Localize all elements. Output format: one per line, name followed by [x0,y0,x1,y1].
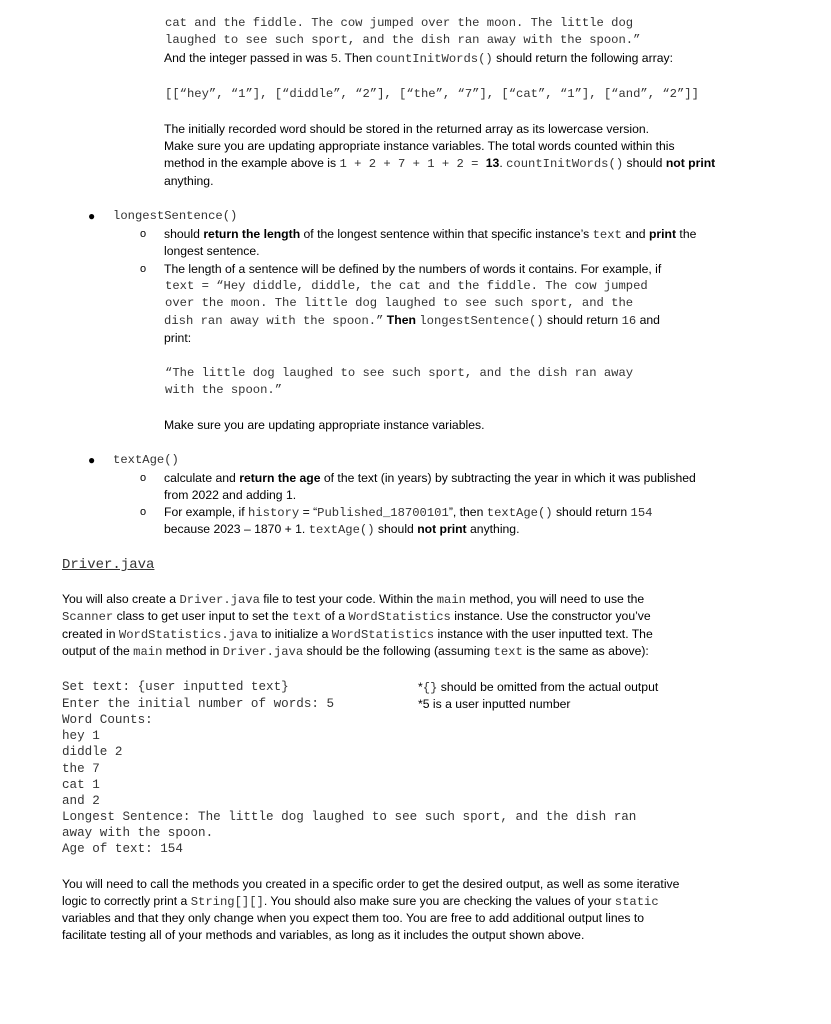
output-line: Longest Sentence: The little dog laughed to see such sport, and the dish ran [62,810,637,824]
description-line: print: [164,331,192,345]
note-line: method in the example above is 1 + 2 + 7 + 1 + 2 = 13. countInitWords() should not print [164,156,716,171]
paragraph-line: created in WordStatistics.java to initialize a WordStatistics instance with the user inputted text. The [62,627,653,642]
method-name: longestSentence() [113,209,238,223]
integer-sentence: And the integer passed in was 5. Then countInitWords() should return the following array: [164,51,673,66]
example-text-line: cat and the fiddle. The cow jumped over the moon. The little dog [165,16,634,30]
output-note: *{} should be omitted from the actual output [418,680,659,695]
paragraph-line: facilitate testing all of your methods and variables, as long as it includes the output shown above. [62,928,585,942]
note-line: anything. [164,174,214,188]
circle-bullet-icon: o [140,472,147,484]
paragraph-line: output of the main method in Driver.java should be the following (assuming text is the same as above): [62,644,649,659]
output-line: Set text: {user inputted text} [62,680,289,694]
output-line: diddle 2 [62,745,123,759]
output-note: *5 is a user inputted number [418,697,571,711]
paragraph-line: You will also create a Driver.java file to test your code. Within the main method, you will need to use the [62,592,645,607]
description-line: For example, if history = “Published_18700101”, then textAge() should return 154 [164,505,653,520]
description-line: text = “Hey diddle, diddle, the cat and the fiddle. The cow jumped [165,279,648,293]
output-line: Word Counts: [62,713,153,727]
bullet-icon: ● [88,209,96,223]
description-line: from 2022 and adding 1. [164,488,297,502]
description-line: over the moon. The little dog laughed to see such sport, and the [165,296,634,310]
description-line: dish ran away with the spoon.” Then longestSentence() should return 16 and [164,313,660,328]
quote-line: “The little dog laughed to see such sport, and the dish ran away [165,366,634,380]
output-line: away with the spoon. [62,826,214,840]
paragraph-line: Scanner class to get user input to set the text of a WordStatistics instance. Use the constructor you’ve [62,609,651,624]
circle-bullet-icon: o [140,228,147,240]
note-line: The initially recorded word should be stored in the returned array as its lowercase version. [164,122,650,136]
section-heading: Driver.java [62,557,155,573]
circle-bullet-icon: o [140,263,147,275]
note-line: Make sure you are updating appropriate instance variables. The total words counted within this [164,139,675,153]
output-line: hey 1 [62,729,100,743]
paragraph-line: logic to correctly print a String[][]. You should also make sure you are checking the values of your static [62,894,659,909]
method-name: textAge() [113,453,179,467]
array-output: [[“hey”, “1”], [“diddle”, “2”], [“the”, “7”], [“cat”, “1”], [“and”, “2”]] [165,87,699,101]
description-line: should return the length of the longest sentence within that specific instance’s text and print the [164,227,697,242]
description-line: because 2023 – 1870 + 1. textAge() should not print anything. [164,522,520,537]
output-line: Enter the initial number of words: 5 [62,697,335,711]
description-line: calculate and return the age of the text (in years) by subtracting the year in which it was published [164,471,696,485]
output-line: Age of text: 154 [62,842,183,856]
output-line: and 2 [62,794,100,808]
description-line: The length of a sentence will be defined by the numbers of words it contains. For example, if [164,262,662,276]
output-line: the 7 [62,762,100,776]
output-line: cat 1 [62,778,100,792]
circle-bullet-icon: o [140,506,147,518]
note-line: Make sure you are updating appropriate instance variables. [164,418,485,432]
description-line: longest sentence. [164,244,260,258]
bullet-icon: ● [88,453,96,467]
quote-line: with the spoon.” [165,383,283,397]
example-text-line: laughed to see such sport, and the dish ran away with the spoon.” [165,33,641,47]
paragraph-line: You will need to call the methods you created in a specific order to get the desired output, as well as some iterative [62,877,680,891]
paragraph-line: variables and that they only change when you expect them too. You are free to add additional output lines to [62,911,645,925]
